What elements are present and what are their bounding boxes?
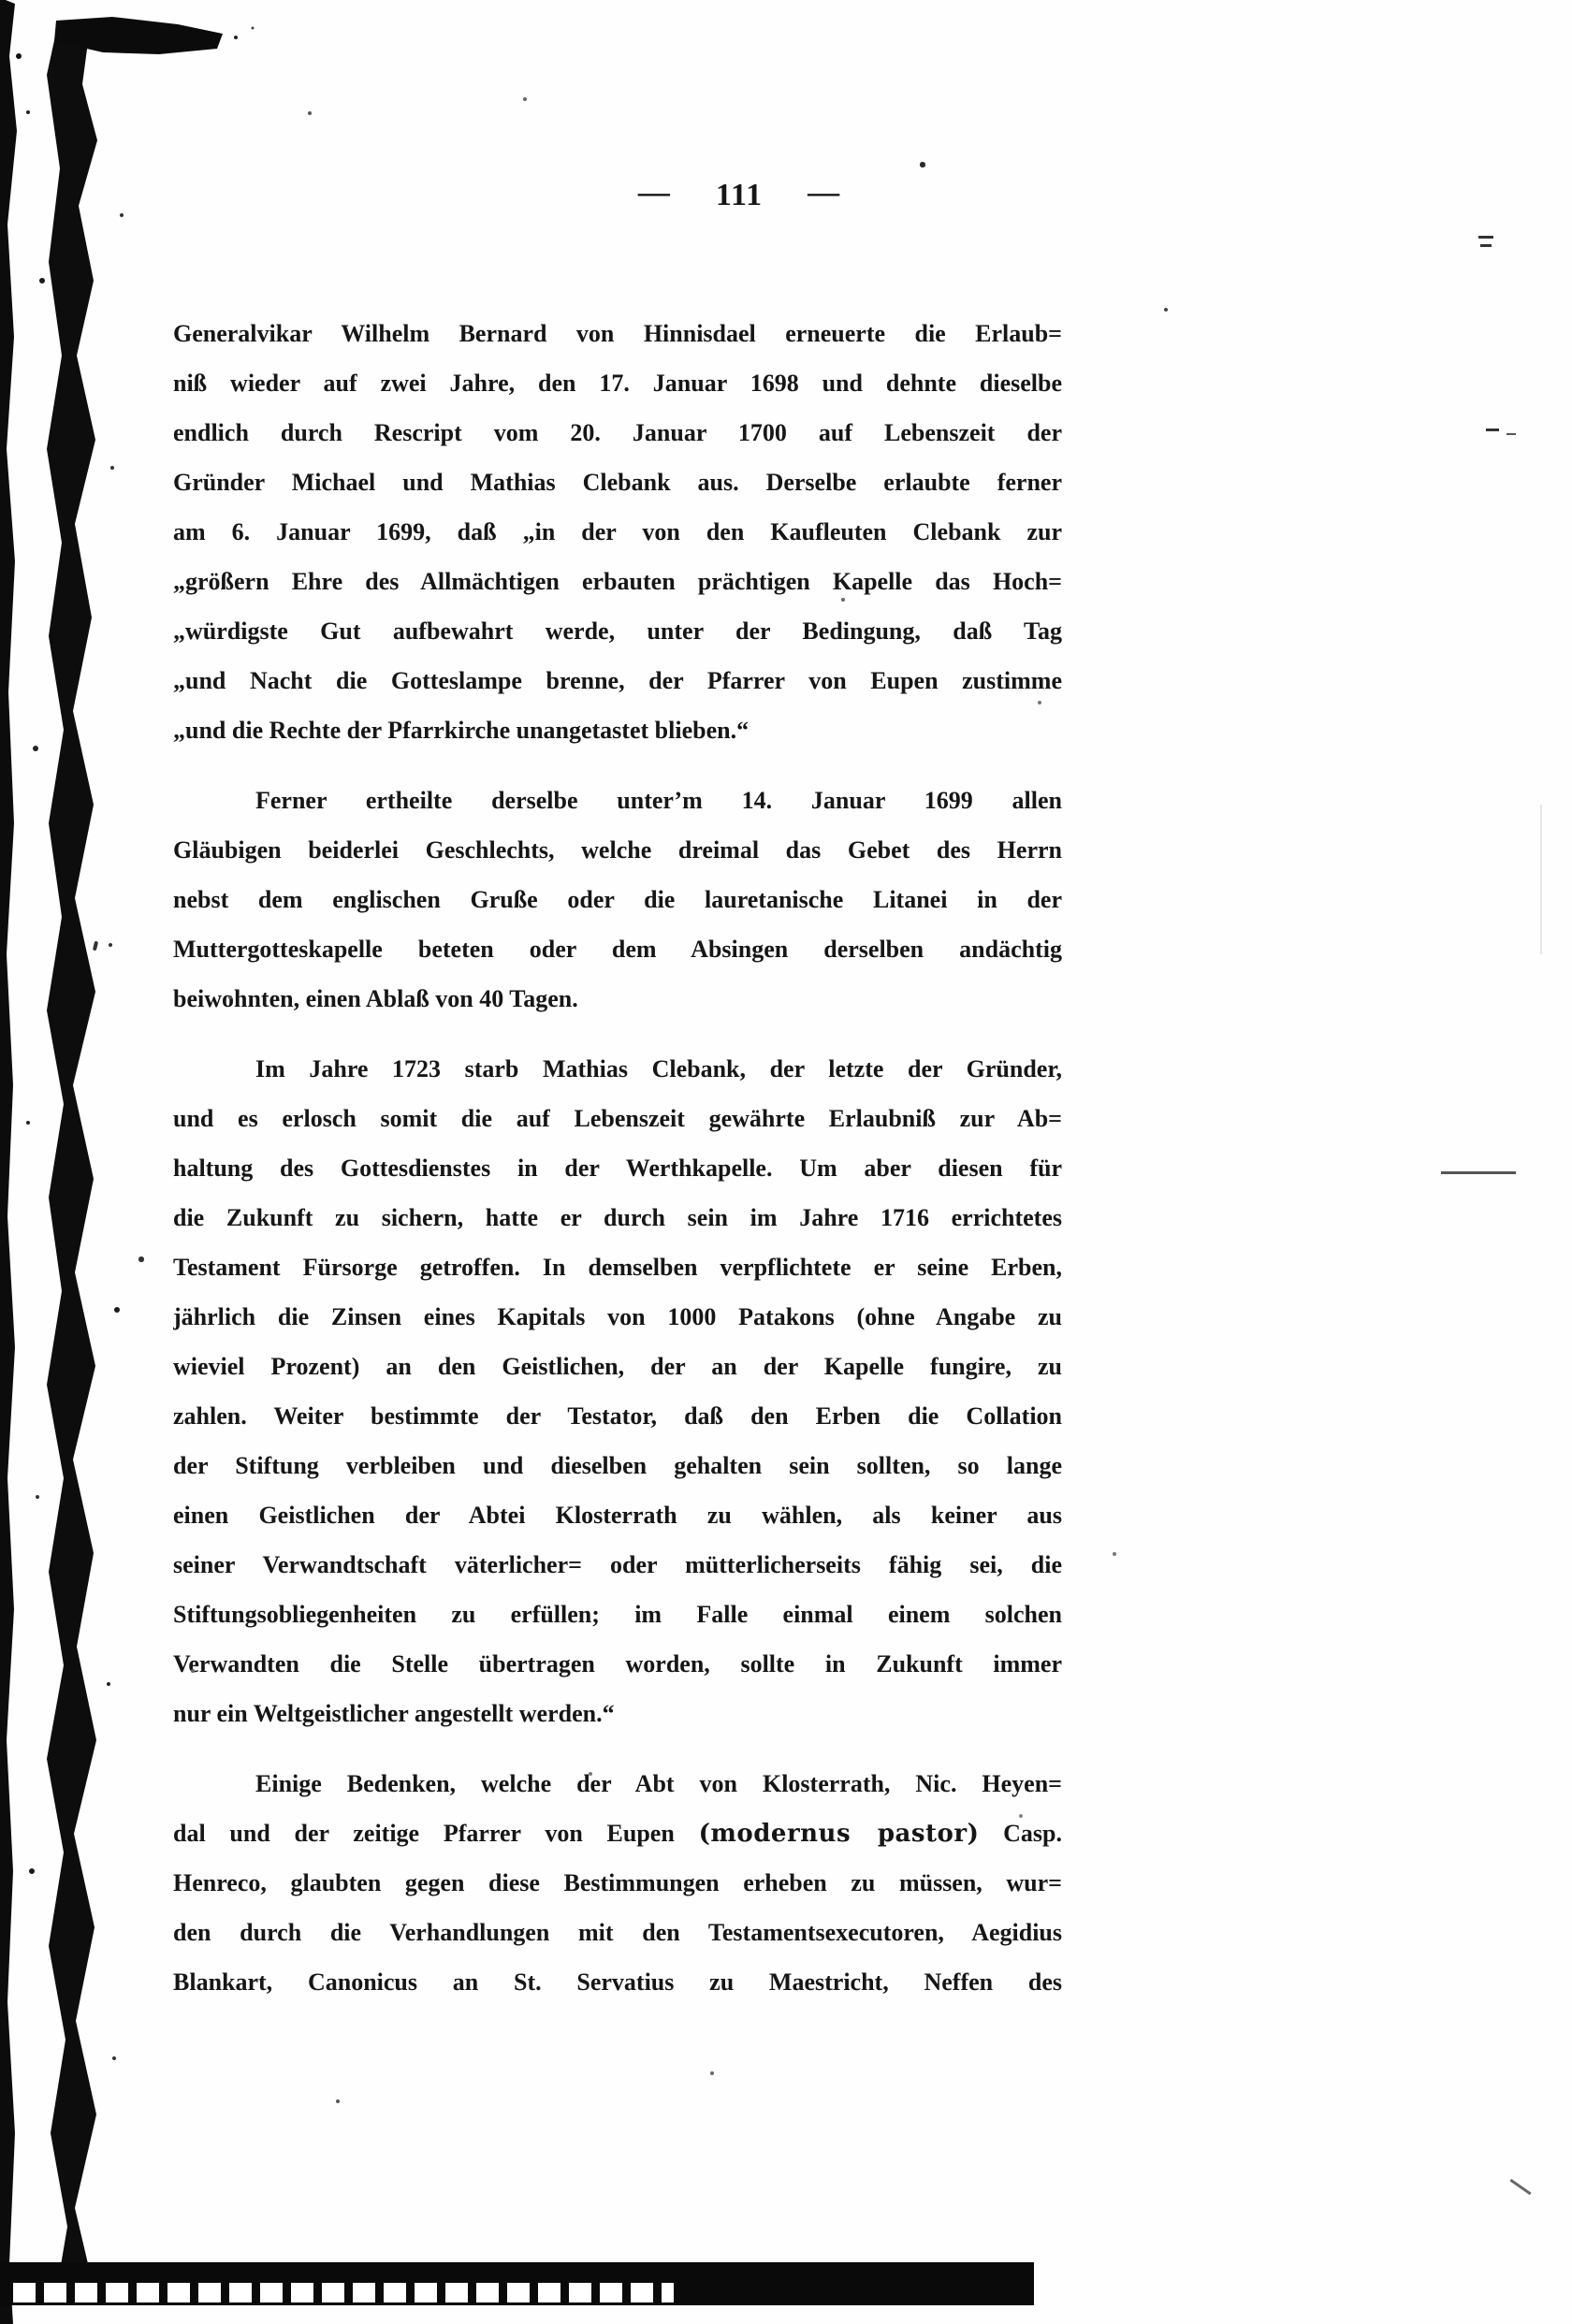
fraktur-text: seiner Verwandtschaft väterlicher= oder mütterlicherseits fähig sei, die [173,1551,1062,1578]
scan-mark [1486,428,1499,431]
scan-mark [1506,433,1516,435]
fraktur-text: Testament Fürsorge getroffen. In demselben verpflichtete er seine Erben, [173,1254,1062,1281]
text-line [173,924,1062,974]
text-line [173,1391,1062,1441]
scan-mark [1480,244,1492,247]
text-line [173,1292,1062,1342]
fraktur-text: den durch die Verhandlungen mit den Testamentsexecutoren, Aegidius [173,1919,1062,1946]
paragraph [173,309,1062,755]
text-line [173,1689,1062,1738]
fraktur-text: endlich durch Rescript vom 20. Januar 1700 auf Lebenszeit der [173,419,1062,446]
fraktur-text: nebst dem englischen Gruße oder die lauretanische Litanei in der [173,886,1062,913]
text-line [173,1957,1062,2007]
fraktur-text: beiwohnten, einen Ablaß von 40 Tagen. [173,985,578,1012]
fraktur-text: Ferner ertheilte derselbe unter’m 14. Januar 1699 allen [255,787,1062,814]
text-line [173,974,1062,1024]
text-line [173,408,1062,458]
fraktur-text: nur ein Weltgeistlicher angestellt werden.“ [173,1700,615,1727]
page-number: 111 [715,178,764,212]
paragraph [173,1759,1062,2007]
fraktur-text: dal und der zeitige Pfarrer von Eupen [173,1820,699,1847]
fraktur-text: zahlen. Weiter bestimmte der Testator, daß den Erben die Collation [173,1402,1062,1430]
fraktur-text: „würdigste Gut aufbewahrt werde, unter der Bedingung, daß Tag [173,617,1062,645]
fraktur-text: Gläubigen beiderlei Geschlechts, welche dreimal das Gebet des Herrn [173,836,1062,864]
text-line [173,1342,1062,1391]
text-line [173,606,1062,656]
fraktur-text: „größern Ehre des Allmächtigen erbauten prächtigen Kapelle das Hoch= [173,568,1062,595]
text-line [173,1490,1062,1540]
text-line [173,1858,1062,1908]
text-line [173,1808,1062,1858]
latin-bold-text: (modernus pastor) [698,1820,980,1848]
fraktur-text: am 6. Januar 1699, daß „in der von den Kaufleuten Clebank zur [173,518,1062,545]
fraktur-text: und es erlosch somit die auf Lebenszeit gewährte Erlaubniß zur Ab= [173,1105,1062,1132]
fraktur-text: Stiftungsobliegenheiten zu erfüllen; im Falle einmal einem solchen [173,1601,1062,1628]
fraktur-text: Muttergotteskapelle beteten oder dem Absingen derselben andächtig [173,936,1062,963]
fraktur-text: Im Jahre 1723 starb Mathias Clebank, der letzte der Gründer, [255,1055,1062,1082]
text-line [173,1759,1062,1808]
fraktur-text: jährlich die Zinsen eines Kapitals von 1000 Patakons (ohne Angabe zu [173,1303,1062,1330]
text-line [173,557,1062,606]
fraktur-text: Henreco, glaubten gegen diese Bestimmungen erheben zu müssen, wur= [173,1869,1062,1896]
text-line [173,1242,1062,1292]
fraktur-text: niß wieder auf zwei Jahre, den 17. Januar 1698 und dehnte dieselbe [173,370,1062,397]
text-line [173,1143,1062,1193]
paragraph [173,776,1062,1024]
header-dash-left: — [637,175,671,210]
text-line [173,1441,1062,1490]
text-line [173,1540,1062,1590]
fraktur-text: Casp. [979,1820,1062,1847]
scan-band-notches [13,2283,674,2302]
fraktur-text: „und Nacht die Gotteslampe brenne, der Pfarrer von Eupen zustimme [173,667,1062,694]
fraktur-text: Einige Bedenken, welche der Abt von Klosterrath, Nic. Heyen= [255,1770,1062,1797]
paragraph [173,1044,1062,1738]
text-line [173,1044,1062,1094]
text-line [173,1908,1062,1957]
fraktur-text: Blankart, Canonicus an St. Servatius zu Maestricht, Neffen des [173,1968,1062,1996]
text-line [173,1639,1062,1689]
fraktur-text: „und die Rechte der Pfarrkirche unangetastet blieben.“ [173,717,750,744]
text-line [173,458,1062,507]
fraktur-text: die Zukunft zu sichern, hatte er durch sein im Jahre 1716 errichtetes [173,1204,1062,1231]
fraktur-text: haltung des Gottesdienstes in der Werthkapelle. Um aber diesen für [173,1155,1062,1182]
scan-mark [1540,805,1542,954]
scan-mark [93,941,98,951]
text-line [173,358,1062,408]
text-line [173,1094,1062,1143]
scan-bottom-band-artifact [0,2262,1034,2305]
body-text [173,309,1062,2007]
scan-mark [1509,2179,1531,2195]
text-line [173,875,1062,924]
scan-mark [1478,236,1493,239]
fraktur-text: Verwandten die Stelle übertragen worden, sollte in Zukunft immer [173,1650,1062,1678]
text-line [173,776,1062,825]
page-header [295,175,1184,213]
fraktur-text: einen Geistlichen der Abtei Klosterrath zu wählen, als keiner aus [173,1502,1062,1529]
text-line [173,1590,1062,1639]
fraktur-text: der Stiftung verbleiben und dieselben gehalten sein sollten, so lange [173,1452,1062,1479]
fraktur-text: Gründer Michael und Mathias Clebank aus. Derselbe erlaubte ferner [173,469,1062,496]
scan-mark [1441,1171,1516,1174]
fraktur-text: wieviel Prozent) an den Geistlichen, der an der Kapelle fungire, zu [173,1353,1062,1380]
header-dash-right: — [808,175,841,210]
text-line [173,656,1062,705]
fraktur-text: Generalvikar Wilhelm Bernard von Hinnisdael erneuerte die Erlaub= [173,320,1062,347]
text-line [173,309,1062,358]
text-line [173,825,1062,875]
text-line [173,507,1062,557]
text-line [173,705,1062,755]
text-line [173,1193,1062,1242]
